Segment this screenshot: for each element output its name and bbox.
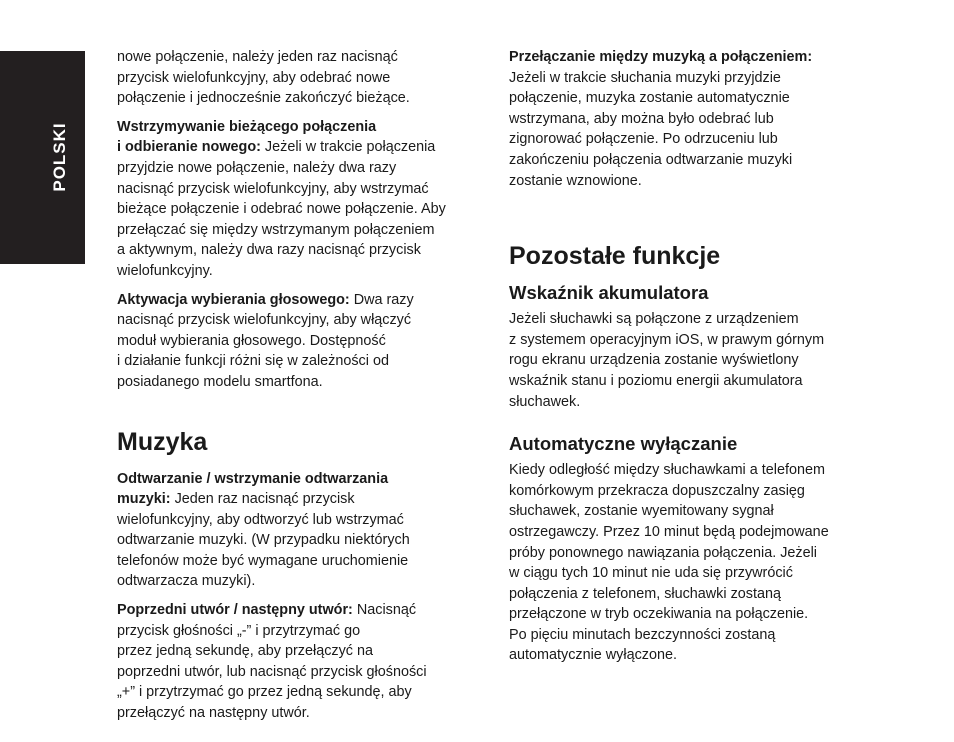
play-pause-body: Jeden raz nacisnąć przycisk wielofunkcyjny, aby odtworzyć lub wstrzymać odtwarzanie muzyki. (W przypadku niektórych telefonów może być wymagane uruchomienie odtwarzacza muzyki). xyxy=(117,491,410,590)
voice-dial-body: Dwa razy nacisnąć przycisk wielofunkcyjny, aby włączyć moduł wybierania głosowego. Dostępność i działanie funkcji różni się w zależności od posiadanego modelu smartfona. xyxy=(117,291,414,390)
voice-dial-paragraph xyxy=(117,290,477,393)
music-heading: Muzyka xyxy=(117,427,208,456)
battery-heading: Wskaźnik akumulatora xyxy=(509,282,709,304)
right-column xyxy=(509,47,869,674)
voice-dial-title: Aktywacja wybierania głosowego: xyxy=(117,291,350,308)
hold-call-body: Jeżeli w trakcie połączenia przyjdzie nowe połączenie, należy dwa razy nacisnąć przycisk wielofunkcyjny, aby wstrzymać bieżące połączenie i odebrać nowe połączenie. Aby przełączać się między wstrzymanym połączeniem a aktywnym, należy dwa razy nacisnąć przycisk wielofunkcyjny. xyxy=(117,139,446,279)
play-pause-paragraph xyxy=(117,469,477,593)
left-column xyxy=(117,47,477,732)
prev-next-body: Nacisnąć przycisk głośności „-” i przytrzymać go przez jedną sekundę, aby przełączyć na poprzedni utwór, lub nacisnąć przycisk głośności „+” i przytrzymać go przez jedną sekundę, aby przełączyć na następny utwór. xyxy=(117,602,427,722)
hold-call-paragraph xyxy=(117,117,477,282)
other-functions-heading: Pozostałe funkcje xyxy=(509,242,721,271)
prev-next-title: Poprzedni utwór / następny utwór: xyxy=(117,602,353,619)
prev-next-paragraph xyxy=(117,600,477,724)
auto-off-heading: Automatyczne wyłączanie xyxy=(509,433,738,455)
hold-call-title: Wstrzymywanie bieżącego połączenia i odbieranie nowego: xyxy=(117,118,377,156)
battery-paragraph: Jeżeli słuchawki są połączone z urządzeniem z systemem operacyjnym iOS, w prawym górnym rogu ekranu urządzenia zostanie wyświetlony wskaźnik stanu i poziomu energii akumulatora słuchawek. xyxy=(509,311,825,410)
switch-music-paragraph xyxy=(509,47,869,191)
switch-music-title: Przełączanie między muzyką a połączeniem: xyxy=(509,49,813,65)
auto-off-paragraph: Kiedy odległość między słuchawkami a telefonem komórkowym przekracza dopuszczalny zasięg słuchawek, zostanie wyemitowany sygnał ostrzegawczy. Przez 10 minut będą podejmowane próby ponownego nawiązania połączenia. Jeżeli w ciągu tych 10 minut nie uda się przywrócić połączenia z telefonem, słuchawki zostaną przełączone w tryb oczekiwania na połączenie. Po pięciu minutach bezczynności zostaną automatycznie wyłączone. xyxy=(509,462,829,664)
switch-music-body: Jeżeli w trakcie słuchania muzyki przyjdzie połączenie, muzyka zostanie automatycznie wstrzymana, aby można było odebrać lub zignorować połączenie. Po odrzuceniu lub zakończeniu połączenia odtwarzanie muzyki zostanie wznowione. xyxy=(509,69,793,189)
language-label: POLSKI xyxy=(50,122,69,192)
language-side-tab xyxy=(0,51,85,264)
play-pause-title: Odtwarzanie / wstrzymanie odtwarzania muzyki: xyxy=(117,470,389,508)
intro-paragraph: nowe połączenie, należy jeden raz nacisnąć przycisk wielofunkcyjny, aby odebrać nowe połączenie i jednocześnie zakończyć bieżące. xyxy=(117,49,410,107)
